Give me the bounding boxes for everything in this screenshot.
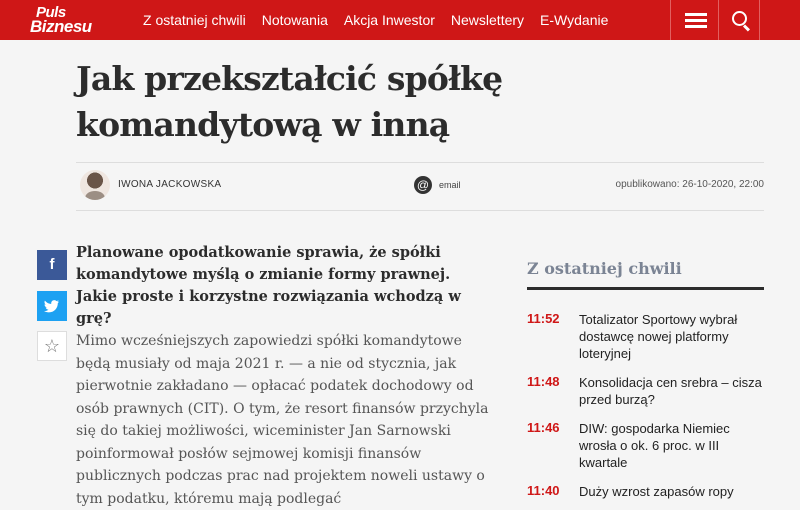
news-headline[interactable]: Konsolidacja cen srebra – cisza przed burzą?	[579, 375, 762, 407]
author-name[interactable]: IWONA JACKOWSKA	[118, 179, 222, 190]
hamburger-icon	[685, 13, 707, 16]
news-time: 11:52	[527, 311, 560, 326]
top-navigation-bar	[0, 0, 800, 40]
article-meta	[76, 162, 764, 211]
nav-link-notowania[interactable]: Notowania	[261, 12, 328, 28]
news-headline[interactable]: Duży wzrost zapasów ropy	[579, 484, 734, 499]
email-icon[interactable]: @	[414, 176, 432, 194]
nav-link-akcja-inwestor[interactable]: Akcja Inwestor	[343, 12, 435, 28]
news-time: 11:48	[527, 374, 560, 389]
share-facebook-button[interactable]	[37, 250, 67, 280]
publication-date: opublikowano: 26-10-2020, 22:00	[615, 179, 764, 190]
email-link[interactable]: email	[439, 180, 461, 190]
article-lead: Planowane opodatkowanie sprawia, że spółki komandytowe myślą o zmianie formy prawnej. Jakie proste i korzystne rozwiązania wchodzą w grę?	[76, 244, 461, 327]
hamburger-icon-bar	[685, 19, 707, 22]
share-twitter-button[interactable]	[37, 291, 67, 321]
nav-link-newslettery[interactable]: Newslettery	[450, 12, 525, 28]
sidebar-heading[interactable]: Z ostatniej chwili	[527, 259, 682, 278]
news-time: 11:40	[527, 483, 560, 498]
hamburger-icon-bar	[685, 25, 707, 28]
logo-line-2: Biznesu	[30, 17, 92, 36]
menu-button[interactable]	[670, 0, 718, 40]
article-title: Jak przekształcić spółkę komandytową w inną	[76, 59, 503, 144]
news-headline[interactable]: Totalizator Sportowy wybrał dostawcę nowej platformy loteryjnej	[579, 312, 738, 361]
logo-line-1: Puls	[36, 4, 66, 21]
favorite-button[interactable]	[37, 331, 67, 361]
news-time: 11:46	[527, 420, 560, 435]
facebook-icon: f	[49, 256, 55, 273]
nav-link-e-wydanie[interactable]: E-Wydanie	[540, 12, 609, 28]
puls-biznesu-logo[interactable]	[30, 2, 122, 38]
article-body: Mimo wcześniejszych zapowiedzi spółki komandytowe będą musiały od maja 2021 r. — a nie od stycznia, jak pierwotnie zakładano — opłacać podatek dochodowy od osób prawnych (CIT). O tym, że resort finansów przychyla się do takiej możliwości, wiceminister Jan Sarnowski poinformował posłów sejmowej komisji finansów publicznych podczas prac nad projektem noweli ustawy o tym podatku, któremu mają podlegać	[76, 333, 489, 507]
star-icon: ☆	[43, 336, 61, 356]
author-avatar[interactable]	[80, 170, 110, 200]
sidebar-divider	[527, 287, 764, 290]
nav-link-z-ostatniej-chwili[interactable]: Z ostatniej chwili	[143, 12, 246, 28]
main-nav	[143, 0, 624, 40]
news-headline[interactable]: DIW: gospodarka Niemiec wrosła o ok. 6 proc. w III kwartale	[579, 421, 730, 470]
search-button[interactable]	[718, 0, 760, 40]
twitter-icon	[37, 291, 67, 321]
search-icon-handle	[743, 24, 750, 31]
